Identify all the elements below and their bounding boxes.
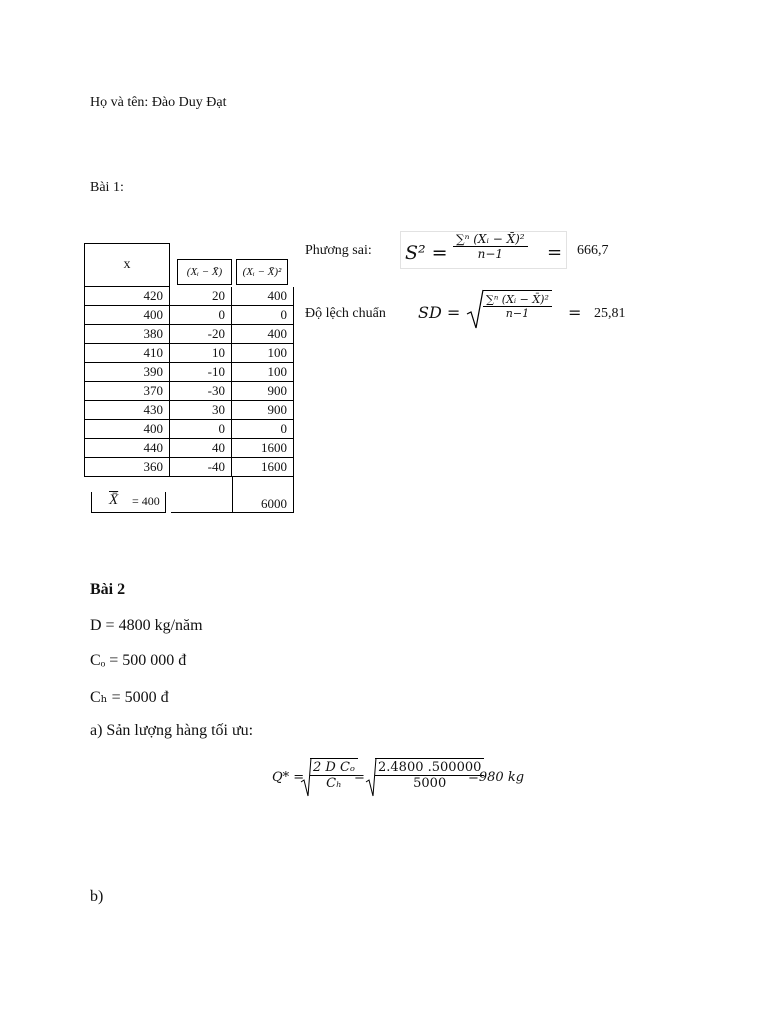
eoq-result: =980 kg	[468, 770, 525, 785]
mean-cell	[91, 492, 166, 513]
sd-label: Độ lệch chuẩn	[305, 306, 386, 321]
eoq-den-1: Cₕ	[326, 776, 342, 791]
cell-x: 400	[84, 306, 170, 325]
eoq-den-2: 5000	[413, 776, 447, 791]
cell-x: 390	[84, 363, 170, 382]
sum-squared: 6000	[232, 477, 294, 513]
cell-squared: 100	[232, 344, 294, 363]
cell-deviation: 10	[170, 344, 232, 363]
cell-deviation: -10	[170, 363, 232, 382]
variance-denominator: n−1	[477, 247, 504, 261]
part-a-label: a) Sản lượng hàng tối ưu:	[90, 722, 254, 739]
variance-equals: =	[547, 242, 563, 263]
cell-squared: 0	[232, 306, 294, 325]
header-x: x	[84, 243, 170, 287]
cell-squared: 900	[232, 401, 294, 420]
student-name: Họ và tên: Đào Duy Đạt	[90, 95, 227, 110]
cell-deviation: 0	[170, 306, 232, 325]
cell-deviation: -40	[170, 458, 232, 477]
cell-deviation: 30	[170, 401, 232, 420]
mean-symbol: X̄	[109, 492, 119, 508]
cell-deviation: 40	[170, 439, 232, 458]
sd-lhs: SD =	[418, 303, 461, 322]
sd-value: 25,81	[594, 306, 626, 321]
cell-x: 380	[84, 325, 170, 344]
cell-deviation: -20	[170, 325, 232, 344]
cell-deviation: 20	[170, 287, 232, 306]
variance-label: Phương sai:	[305, 243, 372, 258]
cell-squared: 900	[232, 382, 294, 401]
header-squared-deviation: (Xᵢ − X̄)²	[236, 259, 288, 285]
cell-squared: 1600	[232, 458, 294, 477]
cell-squared: 400	[232, 325, 294, 344]
cell-x: 410	[84, 344, 170, 363]
eoq-num-2: 2.4800 .500000	[375, 760, 484, 776]
cell-x: 360	[84, 458, 170, 477]
cell-x: 440	[84, 439, 170, 458]
sum-blank-cell	[171, 512, 232, 513]
sd-denominator: n−1	[505, 307, 530, 320]
demand-line: D = 4800 kg/năm	[90, 617, 203, 634]
cell-x: 420	[84, 287, 170, 306]
cell-deviation: -30	[170, 382, 232, 401]
eoq-num-1: 2 D Cₒ	[310, 760, 358, 776]
sqrt-icon	[466, 288, 484, 332]
sd-numerator: ∑ⁿ (Xᵢ − X̄)²	[483, 293, 552, 307]
cell-squared: 0	[232, 420, 294, 439]
cell-x: 430	[84, 401, 170, 420]
variance-lhs: S² =	[405, 242, 448, 264]
bai2-title: Bài 2	[90, 581, 126, 598]
cell-x: 370	[84, 382, 170, 401]
cell-x: 400	[84, 420, 170, 439]
ordering-cost-line: Cₒ = 500 000 đ	[90, 652, 187, 669]
sd-equals: =	[568, 303, 582, 322]
mean-value: = 400	[132, 494, 160, 508]
eoq-fraction-1	[310, 758, 358, 791]
eoq-lhs: Q* =	[272, 770, 305, 785]
variance-fraction	[453, 232, 528, 261]
bai1-title: Bài 1:	[90, 180, 124, 195]
sd-fraction	[483, 290, 552, 320]
cell-deviation: 0	[170, 420, 232, 439]
cell-squared: 100	[232, 363, 294, 382]
cell-squared: 1600	[232, 439, 294, 458]
part-b-label: b)	[90, 888, 104, 905]
cell-squared: 400	[232, 287, 294, 306]
variance-value: 666,7	[577, 243, 609, 258]
variance-numerator: ∑ⁿ (Xᵢ − X̄)²	[453, 232, 528, 247]
eoq-equals-1: =	[354, 770, 365, 785]
holding-cost-line: Cₕ = 5000 đ	[90, 689, 169, 706]
header-deviation: (Xᵢ − X̄)	[177, 259, 232, 285]
eoq-formula	[272, 756, 532, 800]
sd-formula	[418, 288, 588, 332]
variance-formula	[400, 231, 567, 269]
